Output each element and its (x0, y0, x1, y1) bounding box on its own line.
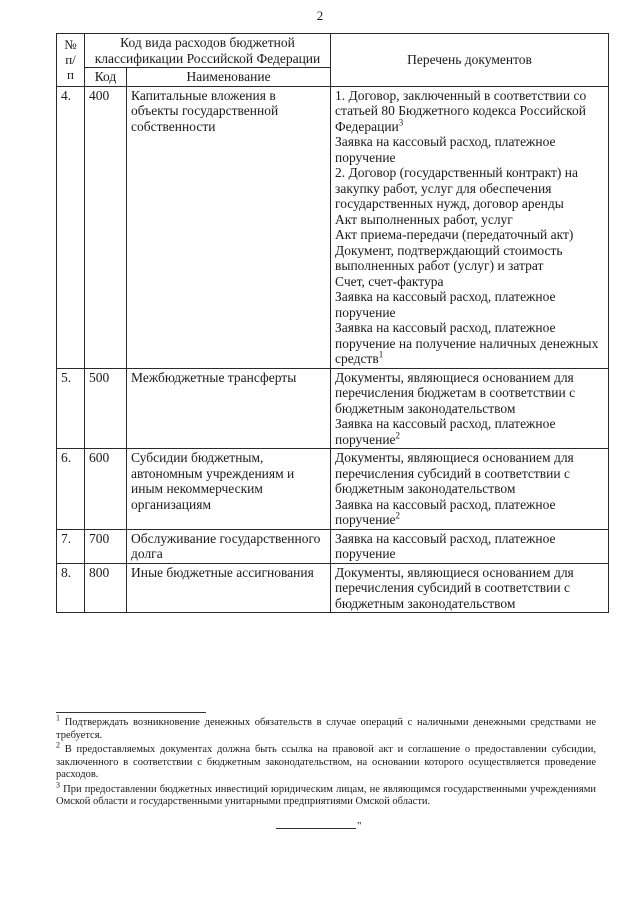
column-header-documents: Перечень документов (331, 34, 609, 87)
document-text: Заявка на кассовый расход, платежное поручение (335, 416, 556, 447)
row-name: Иные бюджетные ассигнования (127, 563, 331, 613)
footnote (56, 740, 596, 782)
row-code: 700 (85, 529, 127, 563)
row-number: 4. (57, 86, 85, 368)
document-text: Документы, являющиеся основанием для перечисления субсидий в соответствии с бюджетным законодательством (335, 564, 574, 611)
column-header-group: Код вида расходов бюджетной классификации Российской Федерации (85, 34, 331, 68)
document-item (335, 165, 604, 212)
row-name: Межбюджетные трансферты (127, 368, 331, 449)
table-row (57, 449, 609, 530)
document-text: Документ, подтверждающий стоимость выполненных работ (услуг) и затрат (335, 242, 563, 273)
document-text: 1. Договор, заключенный в соответствии со статьей 80 Бюджетного кодекса Российской Федерации (335, 87, 587, 134)
document-text: Заявка на кассовый расход, платежное поручение (335, 289, 556, 320)
document-item (335, 497, 604, 528)
footnote-ref: 3 (398, 117, 404, 127)
column-header-name: Наименование (127, 68, 331, 87)
footnote-mark: 3 (56, 780, 60, 789)
footnote (56, 780, 597, 809)
row-number: 7. (57, 529, 85, 563)
row-number: 5. (57, 368, 85, 449)
footnote-ref: 2 (395, 430, 401, 440)
document-text: Заявка на кассовый расход, платежное поручение (335, 496, 556, 527)
row-number: 6. (57, 449, 85, 530)
footnote-mark: 1 (56, 713, 60, 723)
row-code: 400 (85, 86, 127, 368)
row-number: 8. (57, 563, 85, 613)
closing-mark: " (357, 820, 362, 832)
footnote (56, 713, 597, 742)
footnote-ref: 2 (395, 510, 401, 521)
row-documents (331, 449, 609, 530)
footnote-text: В предоставляемых документах должна быть ссылка на правовой акт и соглашение о предоставлении субсидии, заключенного в соответствии с бюджетным законодательством, на основании которого осуществляется проведение расходов. (56, 744, 596, 780)
footnote-list (56, 713, 597, 809)
document-item (335, 212, 604, 228)
document-item (335, 289, 604, 320)
document-text: Заявка на кассовый расход, платежное поручение (335, 530, 556, 561)
footnote-text: При предоставлении бюджетных инвестиций юридическим лицам, не являющимся государственными учреждениями Омской области и государственными унитарными предприятиями Омской области. (56, 783, 597, 807)
document-item (335, 227, 604, 243)
row-documents (331, 86, 609, 368)
column-header-code: Код (85, 68, 127, 87)
row-documents (331, 529, 609, 563)
document-text: Документы, являющиеся основанием для перечисления субсидий в соответствии с бюджетным законодательством (335, 450, 574, 496)
document-item (335, 88, 604, 135)
footnotes (56, 712, 596, 811)
document-item (335, 134, 604, 165)
document-item (335, 320, 604, 367)
page-number: 2 (316, 8, 324, 23)
row-documents (331, 368, 609, 449)
document-item (335, 531, 604, 562)
document-item (335, 416, 604, 447)
footnote-mark: 2 (56, 740, 60, 750)
table-row (57, 563, 609, 613)
header-row (57, 34, 609, 68)
row-name: Субсидии бюджетным, автономным учреждениям и иным некоммерческим организациям (127, 449, 331, 530)
column-header-number: № п/ п (57, 34, 85, 87)
document-text: Заявка на кассовый расход, платежное поручение (335, 134, 556, 165)
document-text: Акт выполненных работ, услуг (335, 211, 513, 227)
footnote-divider (56, 712, 206, 713)
document-text: 2. Договор (государственный контракт) на закупку работ, услуг для обеспечения государственных нужд, договор аренды (335, 165, 579, 211)
table-body (57, 86, 609, 613)
closing-line (276, 828, 356, 829)
document-item (335, 450, 604, 497)
document-item (335, 274, 604, 290)
document-text: Акт приема-передачи (передаточный акт) (335, 227, 574, 242)
row-code: 800 (85, 563, 127, 613)
document-item (335, 370, 604, 417)
table-row (57, 86, 609, 368)
document-item (335, 565, 604, 612)
document-text: Заявка на кассовый расход, платежное поручение на получение наличных денежных средств (335, 320, 599, 366)
documents-table (56, 33, 609, 613)
table-row (57, 368, 609, 449)
document-text: Документы, являющиеся основанием для перечисления бюджетам в соответствии с бюджетным законодательством (335, 369, 576, 416)
footnote-ref: 1 (378, 349, 384, 360)
row-name: Обслуживание государственного долга (127, 529, 331, 563)
row-name: Капитальные вложения в объекты государственной собственности (127, 86, 331, 368)
row-code: 600 (85, 449, 127, 530)
footnote-text: Подтверждать возникновение денежных обязательств в случае операций с наличными денежными средствами не требуется. (56, 717, 597, 741)
document-item (335, 243, 604, 274)
row-code: 500 (85, 368, 127, 449)
table-row (57, 529, 609, 563)
document-text: Счет, счет-фактура (335, 273, 444, 289)
row-documents (331, 563, 609, 613)
